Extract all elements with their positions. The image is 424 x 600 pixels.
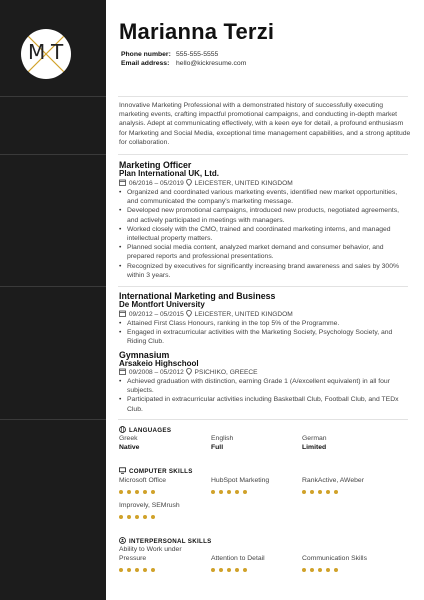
monitor-icon xyxy=(119,467,126,474)
rating-dot xyxy=(211,490,215,494)
rating-dot xyxy=(211,568,215,572)
logo-initial-left: M xyxy=(28,40,46,64)
main-divider xyxy=(118,154,408,155)
education-meta xyxy=(119,310,293,319)
calendar-icon xyxy=(119,368,126,375)
education-institution: De Montfort University xyxy=(119,300,205,309)
language-level: Native xyxy=(119,444,140,451)
rating-dot xyxy=(119,515,123,519)
rating-dot xyxy=(334,568,338,572)
list-item: • Attained First Class Honours, ranking in the top 5% of the Programme. xyxy=(119,319,409,328)
list-item: • Participated in extracurricular activities including Basketball Club, Football Club, and TEDx Club. xyxy=(119,395,409,413)
rating-dot xyxy=(119,568,123,572)
computer-skills-heading-label: COMPUTER SKILLS xyxy=(129,468,193,475)
interpersonal-skill-name: Ability to Work under Pressure xyxy=(119,546,182,562)
interpersonal-skill-name: Communication Skills xyxy=(302,555,367,562)
profile-summary: Innovative Marketing Professional with a demonstrated history of successfully executing marketing events, crafting impactful promotional campaigns, and conducting in-depth market analysis. Adept at communicating effectively, with a keen eye for detail, a profound enthusiasm for Marketing and Social Media, exceptional time management capabilities, and a strong aptitude for collaboration. xyxy=(119,102,411,146)
rating-dot xyxy=(135,490,139,494)
skill-rating xyxy=(119,490,155,495)
main-divider xyxy=(118,419,408,420)
job-title: Marketing Officer xyxy=(119,160,192,170)
list-item: • Engaged in extracurricular activities with the Marketing Society, Psychology Society, and Riding Club. xyxy=(119,328,409,346)
job-organization: Plan International UK, Ltd. xyxy=(119,169,220,178)
education-meta xyxy=(119,368,258,377)
rating-dot xyxy=(318,568,322,572)
language-name: German xyxy=(302,435,327,442)
email-value[interactable]: hello@kickresume.com xyxy=(176,60,247,67)
computer-skills-heading xyxy=(119,467,193,476)
rating-dot xyxy=(151,490,155,494)
skill-rating xyxy=(119,568,155,573)
email-row xyxy=(121,59,246,68)
rating-dot xyxy=(143,515,147,519)
rating-dot xyxy=(243,568,247,572)
rating-dot xyxy=(143,490,147,494)
list-item: • Recognized by executives for significantly increasing brand awareness and sales by 300% within 3 years. xyxy=(119,262,409,280)
phone-label: Phone number: xyxy=(121,51,171,58)
rating-dot xyxy=(219,568,223,572)
calendar-icon xyxy=(119,310,126,317)
rating-dot xyxy=(127,568,131,572)
education-title: Gymnasium xyxy=(119,350,170,360)
language-name: Greek xyxy=(119,435,138,442)
rating-dot xyxy=(235,490,239,494)
calendar-icon xyxy=(119,179,126,186)
sidebar-divider xyxy=(0,419,106,420)
monogram-logo xyxy=(21,29,71,79)
skill-rating xyxy=(119,515,155,520)
email-label: Email address: xyxy=(121,60,170,67)
rating-dot xyxy=(326,490,330,494)
globe-icon xyxy=(119,426,126,433)
job-dates: 06/2016 – 05/2019 xyxy=(128,180,184,187)
list-item: • Planned social media content, analyzed market demand and consumer behavior, and prepared reports and professional presentations. xyxy=(119,243,409,261)
computer-skill-name: RankActive, AWeber xyxy=(302,477,364,484)
candidate-name: Marianna Terzi xyxy=(119,19,275,44)
rating-dot xyxy=(135,515,139,519)
list-item: • Organized and coordinated various marketing events, identified new market opportunities, and communicated the company's marketing message. xyxy=(119,188,409,206)
education-dates: 09/2008 – 05/2012 xyxy=(128,369,184,376)
list-item: • Achieved graduation with distinction, earning Grade 1 (A/excellent equivalent) in all four subjects. xyxy=(119,377,409,395)
sidebar-divider xyxy=(0,154,106,155)
rating-dot xyxy=(119,490,123,494)
location-pin-icon xyxy=(186,179,192,186)
list-item: • Developed new promotional campaigns, introduced new products, negotiated agreements, and actively participated in meetings with managers. xyxy=(119,206,409,224)
interpersonal-skill-name: Attention to Detail xyxy=(211,555,265,562)
rating-dot xyxy=(302,490,306,494)
rating-dot xyxy=(151,515,155,519)
languages-heading xyxy=(119,426,171,435)
education-institution: Arsakeio Highschool xyxy=(119,359,199,368)
main-divider xyxy=(118,96,408,97)
phone-value: 555-555-5555 xyxy=(176,51,219,58)
rating-dot xyxy=(243,490,247,494)
education-bullet-list xyxy=(119,319,409,347)
rating-dot xyxy=(326,568,330,572)
job-bullet-list xyxy=(119,188,409,280)
rating-dot xyxy=(334,490,338,494)
logo-initial-right: T xyxy=(51,40,64,64)
main-divider xyxy=(118,286,408,287)
location-pin-icon xyxy=(186,310,192,317)
computer-skill-name: Microsoft Office xyxy=(119,477,167,484)
computer-skill-name: Improvely, SEMrush xyxy=(119,502,180,509)
job-location: LEICESTER, UNITED KINGDOM xyxy=(194,180,293,187)
skill-rating xyxy=(302,490,338,495)
education-location: LEICESTER, UNITED KINGDOM xyxy=(194,311,293,318)
rating-dot xyxy=(227,490,231,494)
rating-dot xyxy=(135,568,139,572)
language-level: Limited xyxy=(302,444,327,451)
sidebar xyxy=(0,0,106,600)
interpersonal-skills-heading xyxy=(119,537,212,546)
rating-dot xyxy=(219,490,223,494)
rating-dot xyxy=(310,490,314,494)
job-meta xyxy=(119,179,293,188)
location-pin-icon xyxy=(186,368,192,375)
list-item: • Worked closely with the CMO, trained and coordinated marketing interns, and managed intellectual property matters. xyxy=(119,225,409,243)
rating-dot xyxy=(310,568,314,572)
education-dates: 09/2012 – 05/2015 xyxy=(128,311,184,318)
skill-rating xyxy=(302,568,338,573)
interpersonal-skills-heading-label: INTERPERSONAL SKILLS xyxy=(129,538,212,545)
language-level: Full xyxy=(211,444,224,451)
rating-dot xyxy=(127,490,131,494)
education-bullet-list xyxy=(119,377,409,414)
language-name: English xyxy=(211,435,234,442)
phone-row xyxy=(121,50,218,59)
rating-dot xyxy=(143,568,147,572)
sidebar-divider xyxy=(0,286,106,287)
rating-dot xyxy=(302,568,306,572)
rating-dot xyxy=(318,490,322,494)
people-icon xyxy=(119,537,126,544)
rating-dot xyxy=(151,568,155,572)
sidebar-divider xyxy=(0,96,106,97)
rating-dot xyxy=(235,568,239,572)
skill-rating xyxy=(211,490,247,495)
languages-heading-label: LANGUAGES xyxy=(129,427,172,434)
computer-skill-name: HubSpot Marketing xyxy=(211,477,270,484)
skill-rating xyxy=(211,568,247,573)
education-location: PSICHIKO, GREECE xyxy=(194,369,258,376)
rating-dot xyxy=(227,568,231,572)
rating-dot xyxy=(127,515,131,519)
education-title: International Marketing and Business xyxy=(119,291,276,301)
